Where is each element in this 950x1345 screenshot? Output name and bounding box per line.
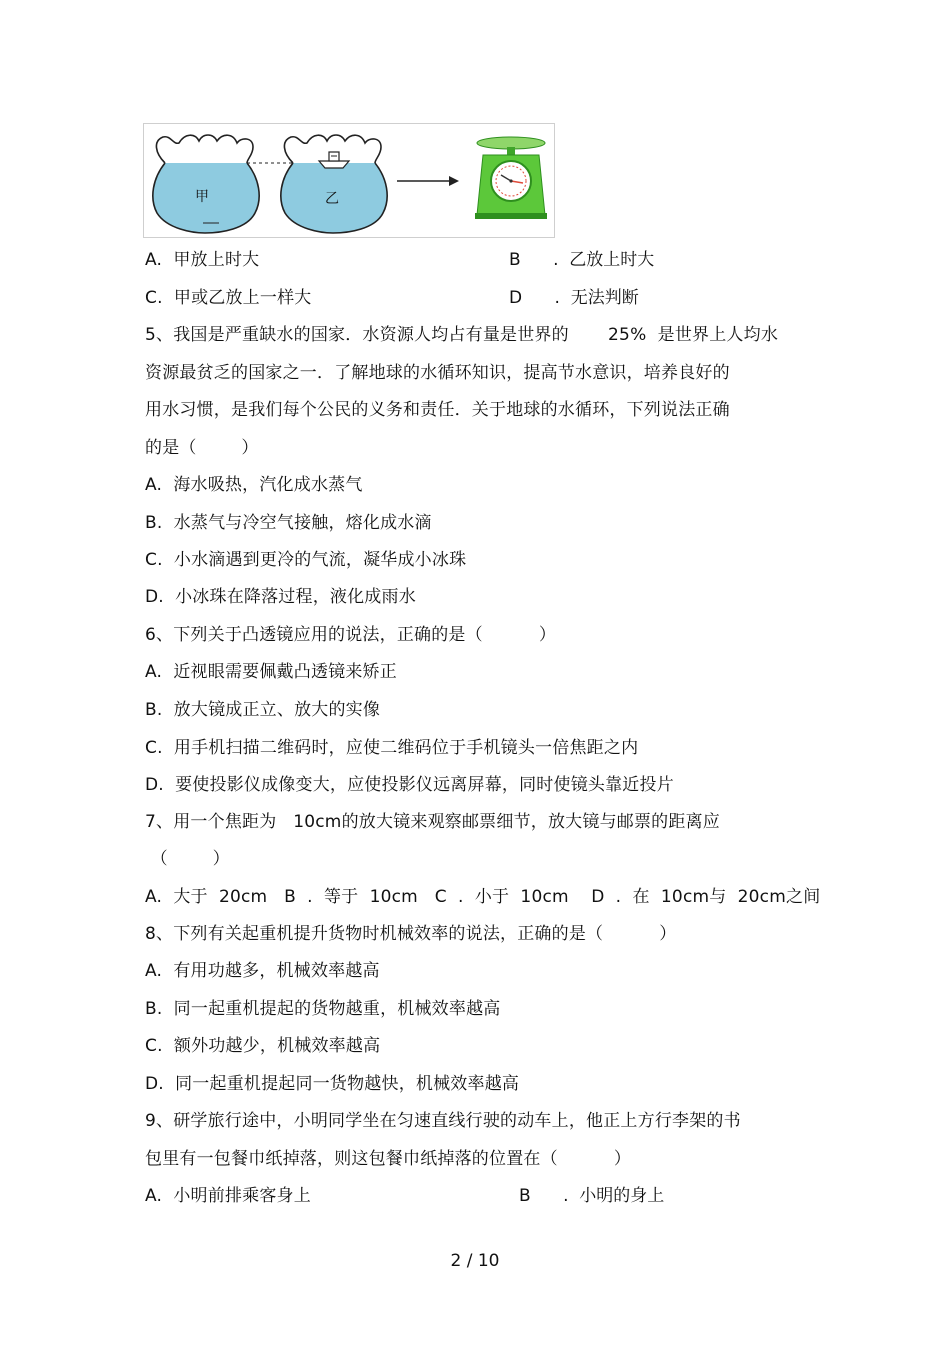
- q5-option-a[interactable]: A. 海水吸热，汽化成水蒸气: [145, 475, 363, 495]
- bowl-yi: [281, 135, 387, 233]
- q9-stem-line-2: 包里有一包餐巾纸掉落，则这包餐巾纸掉落的位置在（ ）: [145, 1149, 632, 1169]
- kitchen-scale-icon: [475, 137, 547, 219]
- q6-option-b[interactable]: B. 放大镜成正立、放大的实像: [145, 700, 381, 720]
- bowl-jia-label: 甲: [195, 189, 209, 205]
- q7-options[interactable]: A. 大于 20cm B . 等于 10cm C . 小于 10cm D . 在 10cm与 20cm之间: [145, 887, 821, 907]
- q8-option-a[interactable]: A. 有用功越多，机械效率越高: [145, 961, 380, 981]
- q5-stem-line-4: 的是（ ）: [145, 438, 259, 458]
- q4-option-b[interactable]: B . 乙放上时大: [509, 250, 655, 270]
- bowls-and-scale-illustration: [143, 123, 555, 238]
- page-number: 2 / 10: [450, 1251, 500, 1271]
- q5-option-d[interactable]: D. 小冰珠在降落过程，液化成雨水: [145, 587, 416, 607]
- q8-option-d[interactable]: D. 同一起重机提起同一货物越快，机械效率越高: [145, 1074, 520, 1094]
- q6-option-a[interactable]: A. 近视眼需要佩戴凸透镜来矫正: [145, 662, 397, 682]
- q5-stem-line-2: 资源最贫乏的国家之一．了解地球的水循环知识，提高节水意识，培养良好的: [145, 363, 730, 383]
- arrow-right-icon: [397, 176, 459, 186]
- q6-option-d[interactable]: D. 要使投影仪成像变大，应使投影仪远离屏幕，同时使镜头靠近投片: [145, 775, 674, 795]
- q7-stem: 7、用一个焦距为 10cm的放大镜来观察邮票细节，放大镜与邮票的距离应: [145, 812, 720, 832]
- q5-stem-line-1: 5、我国是严重缺水的国家．水资源人均占有量是世界的 25% 是世界上人均水: [145, 325, 779, 345]
- q4-option-d[interactable]: D . 无法判断: [509, 288, 639, 308]
- q4-option-a[interactable]: A. 甲放上时大: [145, 250, 260, 270]
- q5-option-c[interactable]: C. 小水滴遇到更冷的气流，凝华成小冰珠: [145, 550, 467, 570]
- q9-option-b[interactable]: B . 小明的身上: [519, 1186, 665, 1206]
- q5-stem-line-3: 用水习惯，是我们每个公民的义务和责任．关于地球的水循环，下列说法正确: [145, 400, 730, 420]
- q7-answer-paren: （ ）: [145, 849, 230, 869]
- bowl-yi-label: 乙: [325, 191, 339, 207]
- toy-boat-icon: [319, 161, 349, 168]
- q4-option-c[interactable]: C. 甲或乙放上一样大: [145, 288, 312, 308]
- q8-stem: 8、下列有关起重机提升货物时机械效率的说法，正确的是（ ）: [145, 924, 677, 944]
- question-figure: [143, 123, 555, 238]
- q9-stem-line-1: 9、研学旅行途中，小明同学坐在匀速直线行驶的动车上，他正上方行李架的书: [145, 1111, 741, 1131]
- q5-option-b[interactable]: B. 水蒸气与冷空气接触，熔化成水滴: [145, 513, 432, 533]
- q6-option-c[interactable]: C. 用手机扫描二维码时，应使二维码位于手机镜头一倍焦距之内: [145, 738, 639, 758]
- q9-option-a[interactable]: A. 小明前排乘客身上: [145, 1186, 311, 1206]
- q6-stem: 6、下列关于凸透镜应用的说法，正确的是（ ）: [145, 625, 557, 645]
- q8-option-c[interactable]: C. 额外功越少，机械效率越高: [145, 1036, 381, 1056]
- q8-option-b[interactable]: B. 同一起重机提起的货物越重，机械效率越高: [145, 999, 501, 1019]
- bowl-jia: [153, 135, 259, 233]
